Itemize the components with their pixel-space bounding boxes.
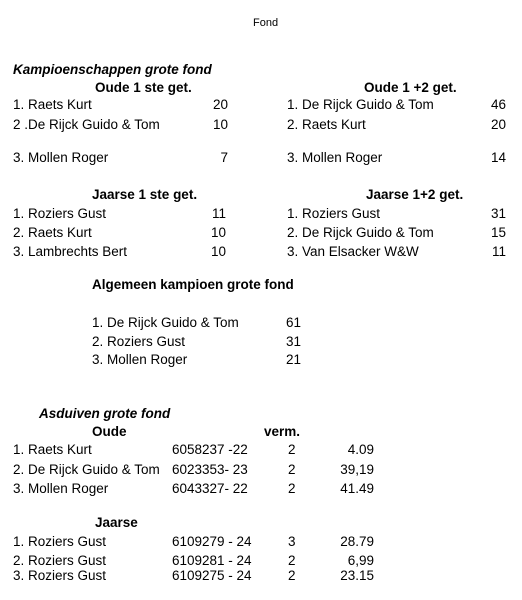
- table-row-points: 21: [286, 352, 302, 367]
- jaarse-1ste-title: Jaarse 1 ste get.: [92, 187, 198, 202]
- table-row-name: 1. Roziers Gust: [287, 206, 381, 221]
- table-row-name: 2 .De Rijck Guido & Tom: [13, 117, 160, 132]
- table-row-points: 10: [210, 225, 226, 240]
- table-row-name: 1. Roziers Gust: [13, 206, 107, 221]
- table-row-name: 3. Mollen Roger: [13, 481, 109, 496]
- table-row-value: 41.49: [340, 481, 374, 496]
- table-row-name: 3. Mollen Roger: [287, 150, 383, 165]
- table-row-name: 1. Raets Kurt: [13, 442, 92, 457]
- table-row-name: 2. Roziers Gust: [13, 553, 107, 568]
- table-row-name: 3. Van Elsacker W&W: [287, 244, 419, 259]
- table-row-points: 10: [210, 244, 226, 259]
- table-row-name: 1. Raets Kurt: [13, 97, 92, 112]
- table-row-name: 2. De Rijck Guido & Tom: [13, 462, 160, 477]
- table-row-value: 28.79: [340, 534, 374, 549]
- table-row-verm: 2: [288, 442, 296, 457]
- table-row-points: 11: [211, 206, 226, 221]
- verm-column-header: verm.: [264, 424, 301, 439]
- table-row-name: 2. Raets Kurt: [13, 225, 92, 240]
- table-row-name: 2. De Rijck Guido & Tom: [287, 225, 434, 240]
- table-row-ring: 6043327- 22: [172, 481, 248, 496]
- table-row-points: 31: [286, 334, 302, 349]
- asduiven-jaarse-title: Jaarse: [95, 515, 138, 530]
- table-row-points: 20: [212, 97, 228, 112]
- table-row-name: 3. Roziers Gust: [13, 568, 107, 583]
- table-row-points: 7: [220, 150, 228, 165]
- oude-1plus2-title: Oude 1 +2 get.: [364, 80, 457, 95]
- table-row-verm: 2: [288, 462, 296, 477]
- table-row-value: 39,19: [340, 462, 374, 477]
- table-row-points: 31: [490, 206, 506, 221]
- asduiven-heading: Asduiven grote fond: [39, 406, 171, 421]
- table-row-points: 10: [212, 117, 228, 132]
- table-row-name: 2. Roziers Gust: [92, 334, 186, 349]
- jaarse-1plus2-title: Jaarse 1+2 get.: [366, 187, 464, 202]
- asduiven-oude-title: Oude: [92, 424, 127, 439]
- table-row-name: 1. De Rijck Guido & Tom: [287, 97, 434, 112]
- algemeen-title: Algemeen kampioen grote fond: [92, 277, 294, 292]
- table-row-points: 46: [490, 97, 506, 112]
- table-row-points: 11: [491, 244, 506, 259]
- table-row-verm: 3: [288, 534, 296, 549]
- table-row-value: 4.09: [347, 442, 374, 457]
- table-row-ring: 6058237 -22: [172, 442, 248, 457]
- table-row-ring: 6023353- 23: [172, 462, 248, 477]
- oude-1ste-title: Oude 1 ste get.: [95, 80, 192, 95]
- table-row-ring: 6109281 - 24: [172, 553, 252, 568]
- table-row-points: 14: [490, 150, 506, 165]
- page-title: Fond: [253, 17, 279, 29]
- table-row-verm: 2: [288, 553, 296, 568]
- table-row-value: 6,99: [347, 553, 374, 568]
- table-row-name: 3. Mollen Roger: [92, 352, 188, 367]
- table-row-name: 1. Roziers Gust: [13, 534, 107, 549]
- table-row-value: 23.15: [340, 568, 374, 583]
- table-row-verm: 2: [288, 568, 296, 583]
- table-row-points: 61: [286, 315, 302, 330]
- table-row-name: 1. De Rijck Guido & Tom: [92, 315, 239, 330]
- table-row-points: 20: [490, 117, 506, 132]
- table-row-ring: 6109275 - 24: [172, 568, 252, 583]
- table-row-name: 3. Mollen Roger: [13, 150, 109, 165]
- table-row-name: 2. Raets Kurt: [287, 117, 366, 132]
- table-row-ring: 6109279 - 24: [172, 534, 252, 549]
- table-row-points: 15: [490, 225, 506, 240]
- kampioenschappen-heading: Kampioenschappen grote fond: [13, 62, 212, 77]
- table-row-name: 3. Lambrechts Bert: [13, 244, 128, 259]
- table-row-verm: 2: [288, 481, 296, 496]
